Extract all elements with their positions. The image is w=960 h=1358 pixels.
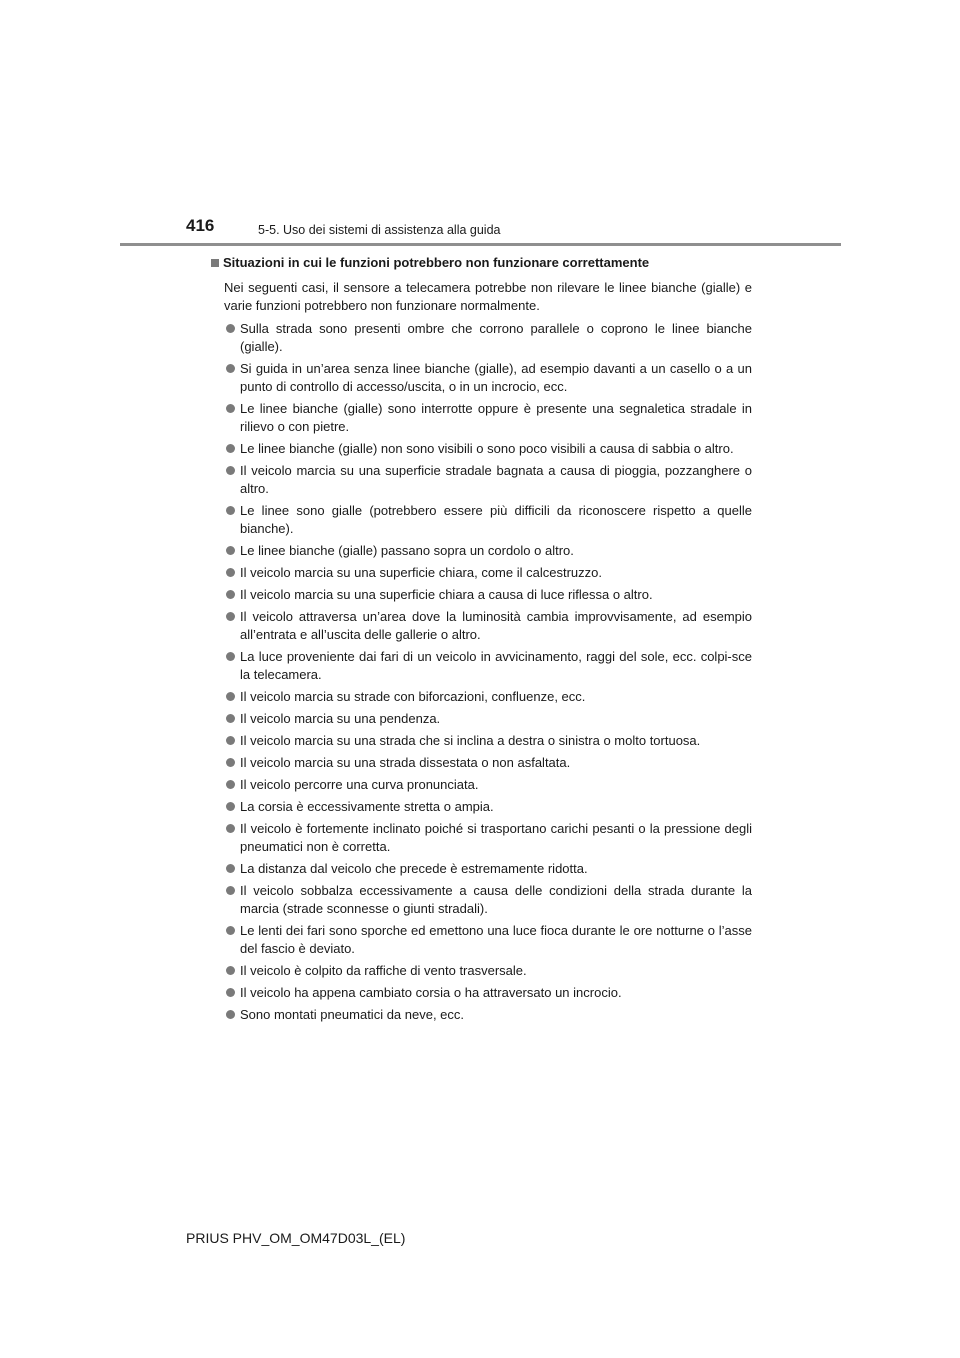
list-item [211,754,752,772]
square-bullet-icon [211,259,219,267]
list-item-text: Il veicolo marcia su una strada dissestata o non asfaltata. [240,755,571,770]
list-item [211,440,752,458]
list-item-text: Il veicolo marcia su una superficie chiara a causa di luce riflessa o altro. [240,587,653,602]
list-item-text: Il veicolo percorre una curva pronunciata. [240,777,479,792]
list-item-text: Il veicolo attraversa un’area dove la luminosità cambia improvvisamente, ad esempio all’entrata e all’uscita delle gallerie o altro. [240,609,752,642]
round-bullet-icon [226,444,235,453]
round-bullet-icon [226,966,235,975]
round-bullet-icon [226,652,235,661]
list-item-text: Le linee bianche (gialle) passano sopra un cordolo o altro. [240,543,574,558]
round-bullet-icon [226,692,235,701]
section-heading-text: Situazioni in cui le funzioni potrebbero non funzionare correttamente [223,255,650,270]
round-bullet-icon [226,1010,235,1019]
list-item [211,732,752,750]
round-bullet-icon [226,714,235,723]
page-content [211,254,752,1028]
round-bullet-icon [226,780,235,789]
list-item-text: Sulla strada sono presenti ombre che corrono parallele o coprono le linee bianche (gialle). [240,321,752,354]
list-item-text: La corsia è eccessivamente stretta o ampia. [240,799,494,814]
round-bullet-icon [226,824,235,833]
list-item [211,360,752,396]
intro-paragraph: Nei seguenti casi, il sensore a telecamera potrebbe non rilevare le linee bianche (gialle) e varie funzioni potrebbero non funzionare normalmente. [224,280,752,313]
round-bullet-icon [226,886,235,895]
list-item [211,400,752,436]
list-item [211,688,752,706]
list-item-text: Il veicolo marcia su una superficie chiara, come il calcestruzzo. [240,565,602,580]
list-item-text: Il veicolo marcia su una pendenza. [240,711,441,726]
round-bullet-icon [226,404,235,413]
list-item [211,922,752,958]
round-bullet-icon [226,506,235,515]
header-divider [120,243,841,246]
list-item-text: Sono montati pneumatici da neve, ecc. [240,1007,465,1022]
list-item [211,564,752,582]
list-item-text: Il veicolo ha appena cambiato corsia o ha attraversato un incrocio. [240,985,622,1000]
list-item-text: Il veicolo marcia su una superficie stradale bagnata a causa di pioggia, pozzanghere o altro. [240,463,752,496]
list-item-text: Il veicolo è colpito da raffiche di vento trasversale. [240,963,527,978]
list-item [211,1006,752,1024]
round-bullet-icon [226,864,235,873]
list-item [211,776,752,794]
document-code: PRIUS PHV_OM_OM47D03L_(EL) [186,1230,406,1246]
list-item [211,962,752,980]
round-bullet-icon [226,612,235,621]
list-item [211,462,752,498]
list-item [211,882,752,918]
list-item [211,608,752,644]
list-item [211,984,752,1002]
list-item [211,820,752,856]
list-item-text: Il veicolo marcia su strade con biforcazioni, confluenze, ecc. [240,689,586,704]
round-bullet-icon [226,568,235,577]
list-item-text: Le lenti dei fari sono sporche ed emettono una luce fioca durante le ore notturne o l’asse del fascio è deviato. [240,923,752,956]
list-item [211,542,752,560]
list-item-text: Le linee sono gialle (potrebbero essere più difficili da riconoscere rispetto a quelle bianche). [240,503,752,536]
round-bullet-icon [226,988,235,997]
round-bullet-icon [226,802,235,811]
round-bullet-icon [226,590,235,599]
round-bullet-icon [226,324,235,333]
list-item [211,502,752,538]
list-item-text: Si guida in un’area senza linee bianche (gialle), ad esempio davanti a un casello o a un punto di controllo di accesso/uscita, o in un incrocio, ecc. [240,361,752,394]
page-number: 416 [186,216,215,235]
list-item [211,320,752,356]
list-item [211,710,752,728]
round-bullet-icon [226,466,235,475]
running-header: 5-5. Uso dei sistemi di assistenza alla guida [258,223,501,237]
list-item [211,648,752,684]
list-item-text: Il veicolo è fortemente inclinato poiché si trasportano carichi pesanti o la pressione degli pneumatici non è corretta. [240,821,752,854]
list-item [211,860,752,878]
list-item-text: Il veicolo sobbalza eccessivamente a causa delle condizioni della strada durante la marcia (strade sconnesse o giunti stradali). [240,883,752,916]
list-item-text: Le linee bianche (gialle) non sono visibili o sono poco visibili a causa di sabbia o altro. [240,441,734,456]
list-item-text: La distanza dal veicolo che precede è estremamente ridotta. [240,861,588,876]
list-item-text: Le linee bianche (gialle) sono interrotte oppure è presente una segnaletica stradale in rilievo o con pietre. [240,401,752,434]
round-bullet-icon [226,736,235,745]
list-item [211,798,752,816]
round-bullet-icon [226,926,235,935]
conditions-list [211,320,752,1024]
list-item-text: Il veicolo marcia su una strada che si inclina a destra o sinistra o molto tortuosa. [240,733,701,748]
list-item [211,586,752,604]
round-bullet-icon [226,364,235,373]
round-bullet-icon [226,758,235,767]
section-heading [211,254,752,272]
round-bullet-icon [226,546,235,555]
list-item-text: La luce proveniente dai fari di un veicolo in avvicinamento, raggi del sole, ecc. colpi-sce la telecamera. [240,649,752,682]
